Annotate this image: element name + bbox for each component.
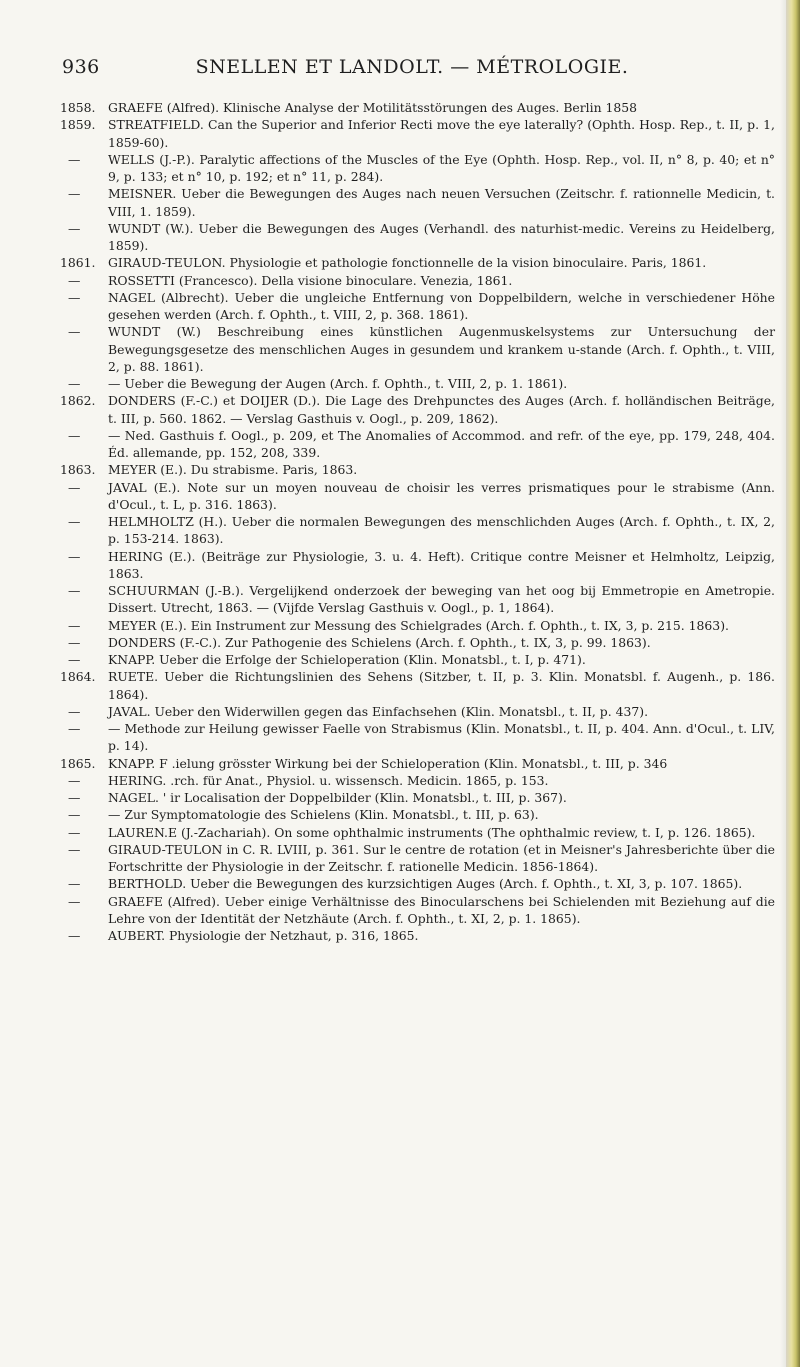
bibliography-entry — [60, 289, 775, 324]
bibliography-entry — [60, 789, 775, 806]
entry-text: STREATFIELD. Can the Superior and Inferior Recti move the eye laterally? (Ophth. Hosp. Rep., t. II, p. 1, 1859-60). — [108, 117, 775, 150]
entry-year: — — [68, 583, 81, 598]
entry-year: 1863. — [60, 462, 96, 478]
entry-text: GRAEFE (Alfred). Ueber einige Verhältnisse des Binocularschens bei Schielenden mit Beziehung auf die Lehre von der Identität der Netzhäute (Arch. f. Ophth., t. XI, 2, p. 1. 1865). — [108, 893, 775, 926]
entry-year: — — [68, 893, 81, 909]
entry-text: LAUREN.E (J.-Zachariah). On some ophthalmic instruments (The ophthalmic review, t. I, p. 126. 1865). — [108, 824, 756, 840]
entry-year: — — [68, 479, 81, 495]
entry-year: — — [68, 186, 81, 202]
entry-text: JAVAL. Ueber den Widerwillen gegen das Einfachsehen (Klin. Monatsbl., t. II, p. 437). — [108, 703, 649, 719]
entry-year: — — [68, 514, 81, 529]
entry-year: 1859. — [60, 117, 96, 133]
bibliography-entry — [60, 323, 775, 375]
entry-year: — — [68, 427, 81, 443]
bibliography-entry — [60, 220, 775, 255]
bibliography-entry — [60, 254, 775, 271]
entry-year: — — [68, 289, 81, 305]
entry-text: WELLS (J.-P.). Paralytic affections of the Muscles of the Eye (Ophth. Hosp. Rep., vol. II, n° 8, p. 40; et n° 9, p. 133; et n° 10, p. 192; et n° 11, p. 284). — [108, 151, 775, 184]
entry-text: — Zur Symptomatologie des Schielens (Klin. Monatsbl., t. III, p. 63). — [108, 807, 539, 823]
page-edge — [786, 0, 800, 1367]
entry-year: 1864. — [60, 669, 96, 685]
bibliography-entry — [60, 151, 775, 186]
entry-text: SCHUURMAN (J.-B.). Vergelijkend onderzoek der beweging van het oog bij Emmetropie en Ametropie. Dissert. Utrecht, 1863. — (Vijfde Verslag Gasthuis v. Oogl., p. 1, 1864). — [108, 583, 775, 616]
entry-year: — — [68, 703, 81, 719]
entry-year: — — [68, 824, 81, 840]
bibliography-entry — [60, 116, 775, 151]
bibliography-entry — [60, 617, 775, 634]
bibliography-entry — [60, 755, 775, 772]
running-head: SNELLEN ET LANDOLT. — MÉTROLOGIE. — [195, 56, 629, 78]
bibliography-entry — [60, 392, 775, 427]
bibliography-entry — [60, 427, 775, 462]
bibliography-entry — [60, 375, 775, 392]
bibliography-entry — [60, 703, 775, 720]
entry-text: AUBERT. Physiologie der Netzhaut, p. 316, 1865. — [108, 928, 419, 943]
entry-year: 1865. — [60, 755, 96, 771]
entry-text: NAGEL (Albrecht). Ueber die ungleiche Entfernung von Doppelbildern, welche in verschiedener Höhe gesehen werden (Arch. f. Ophth., t. VIII, 2, p. 368. 1861). — [108, 289, 775, 322]
entry-year: — — [68, 634, 81, 650]
bibliography-entry — [60, 772, 775, 789]
entry-text: GRAEFE (Alfred). Klinische Analyse der Motilitätsstörungen des Auges. Berlin 1858 — [108, 100, 638, 115]
bibliography-entry — [60, 272, 775, 289]
entry-text: GIRAUD-TEULON. Physiologie et pathologie fonctionnelle de la vision binoculaire. Paris, 1861. — [108, 255, 707, 271]
entry-text: ROSSETTI (Francesco). Della visione binoculare. Venezia, 1861. — [108, 272, 513, 288]
bibliography-entry — [60, 824, 775, 841]
bibliography-entry — [60, 841, 775, 876]
entry-text: DONDERS (F.-C.). Zur Pathogenie des Schielens (Arch. f. Ophth., t. IX, 3, p. 99. 1863). — [108, 634, 651, 650]
entry-text: KNAPP. F .ielung grösster Wirkung bei der Schieloperation (Klin. Monatsbl., t. III, p. 346 — [108, 755, 668, 771]
entry-text: JAVAL (E.). Note sur un moyen nouveau de choisir les verres prismatiques pour le strabisme (Ann. d'Ocul., t. L, p. 316. 1863). — [108, 479, 775, 512]
bibliography-entry — [60, 651, 775, 668]
entry-year: — — [68, 790, 81, 805]
entry-text: DONDERS (F.-C.) et DOIJER (D.). Die Lage des Drehpunctes des Auges (Arch. f. holländischen Beiträge, t. III, p. 560. 1862. — Verslag Gasthuis v. Oogl., p. 209, 1862). — [108, 393, 775, 426]
entry-year: — — [68, 548, 81, 564]
bibliography-entry — [60, 634, 775, 651]
bibliography-entry — [60, 513, 775, 548]
entry-text: MEISNER. Ueber die Bewegungen des Auges nach neuen Versuchen (Zeitschr. f. rationnelle Medicin, t. VIII, 1. 1859). — [108, 186, 775, 219]
entry-text: — Methode zur Heilung gewisser Faelle von Strabismus (Klin. Monatsbl., t. II, p. 404. Ann. d'Ocul., t. LIV, p. 14). — [108, 721, 775, 754]
entry-year: — — [68, 807, 81, 823]
entry-text: RUETE. Ueber die Richtungslinien des Sehens (Sitzber, t. II, p. 3. Klin. Monatsbl. f. Augenh., p. 186. 1864). — [108, 669, 775, 702]
entry-year: — — [68, 721, 81, 736]
entry-text: HERING. .rch. für Anat., Physiol. u. wissensch. Medicin. 1865, p. 153. — [108, 772, 549, 788]
bibliography-entry — [60, 720, 775, 755]
entry-text: WUNDT (W.). Ueber die Bewegungen des Auges (Verhandl. des naturhist-medic. Vereins zu Heidelberg, 1859). — [108, 220, 775, 253]
bibliography-entry — [60, 99, 775, 116]
entry-year: 1862. — [60, 393, 96, 409]
entry-year: — — [68, 151, 81, 167]
entry-year: — — [68, 272, 81, 288]
entry-year: — — [68, 324, 81, 340]
bibliography-list — [60, 99, 775, 944]
entry-text: NAGEL. ' ir Localisation der Doppelbilder (Klin. Monatsbl., t. III, p. 367). — [108, 790, 567, 805]
entry-text: WUNDT (W.) Beschreibung eines künstlichen Augenmuskelsystems zur Untersuchung der Bewegungsgesetze des menschlichen Auges in gesundem und krankem u-stande (Arch. f. Ophth., t. VIII, 2, p. 88. 1861). — [108, 324, 775, 374]
entry-text: HERING (E.). (Beiträge zur Physiologie, 3. u. 4. Heft). Critique contre Meisner et Helmholtz, Leipzig, 1863. — [108, 548, 775, 581]
entry-year: — — [68, 772, 81, 788]
entry-text: MEYER (E.). Du strabisme. Paris, 1863. — [108, 462, 358, 478]
entry-year: — — [68, 220, 81, 236]
bibliography-entry — [60, 668, 775, 703]
bibliography-entry — [60, 461, 775, 478]
entry-year: — — [68, 652, 81, 667]
bibliography-entry — [60, 548, 775, 583]
page-number: 936 — [62, 56, 100, 78]
entry-text: GIRAUD-TEULON in C. R. LVIII, p. 361. Sur le centre de rotation (et in Meisner's Jahresberichte über die Fortschritte der Physiologie in der Zeitschr. f. rationelle Medicin. 1856-1864). — [108, 841, 775, 874]
bibliography-entry — [60, 875, 775, 892]
bibliography-entry — [60, 479, 775, 514]
entry-year: — — [68, 841, 81, 857]
page-header — [62, 56, 762, 86]
entry-year: — — [68, 876, 81, 892]
bibliography-entry — [60, 806, 775, 823]
bibliography-entry — [60, 582, 775, 617]
entry-year: 1858. — [60, 100, 96, 115]
entry-text: BERTHOLD. Ueber die Bewegungen des kurzsichtigen Auges (Arch. f. Ophth., t. XI, 3, p. 107. 1865). — [108, 876, 743, 892]
entry-year: — — [68, 928, 81, 943]
entry-text: MEYER (E.). Ein Instrument zur Messung des Schielgrades (Arch. f. Ophth., t. IX, 3, p. 215. 1863). — [108, 617, 729, 633]
entry-year: — — [68, 376, 81, 391]
entry-text: HELMHOLTZ (H.). Ueber die normalen Bewegungen des menschlichden Auges (Arch. f. Ophth., t. IX, 2, p. 153-214. 1863). — [108, 514, 775, 547]
entry-text: — Ueber die Bewegung der Augen (Arch. f. Ophth., t. VIII, 2, p. 1. 1861). — [108, 376, 568, 391]
bibliography-entry — [60, 185, 775, 220]
entry-year: 1861. — [60, 255, 96, 271]
bibliography-entry — [60, 893, 775, 928]
entry-year: — — [68, 617, 81, 633]
entry-text: KNAPP. Ueber die Erfolge der Schieloperation (Klin. Monatsbl., t. I, p. 471). — [108, 652, 586, 667]
entry-text: — Ned. Gasthuis f. Oogl., p. 209, et The Anomalies of Accommod. and refr. of the eye, pp. 179, 248, 404. Éd. allemande, pp. 152, 208, 339. — [108, 427, 775, 460]
bibliography-entry — [60, 927, 775, 944]
